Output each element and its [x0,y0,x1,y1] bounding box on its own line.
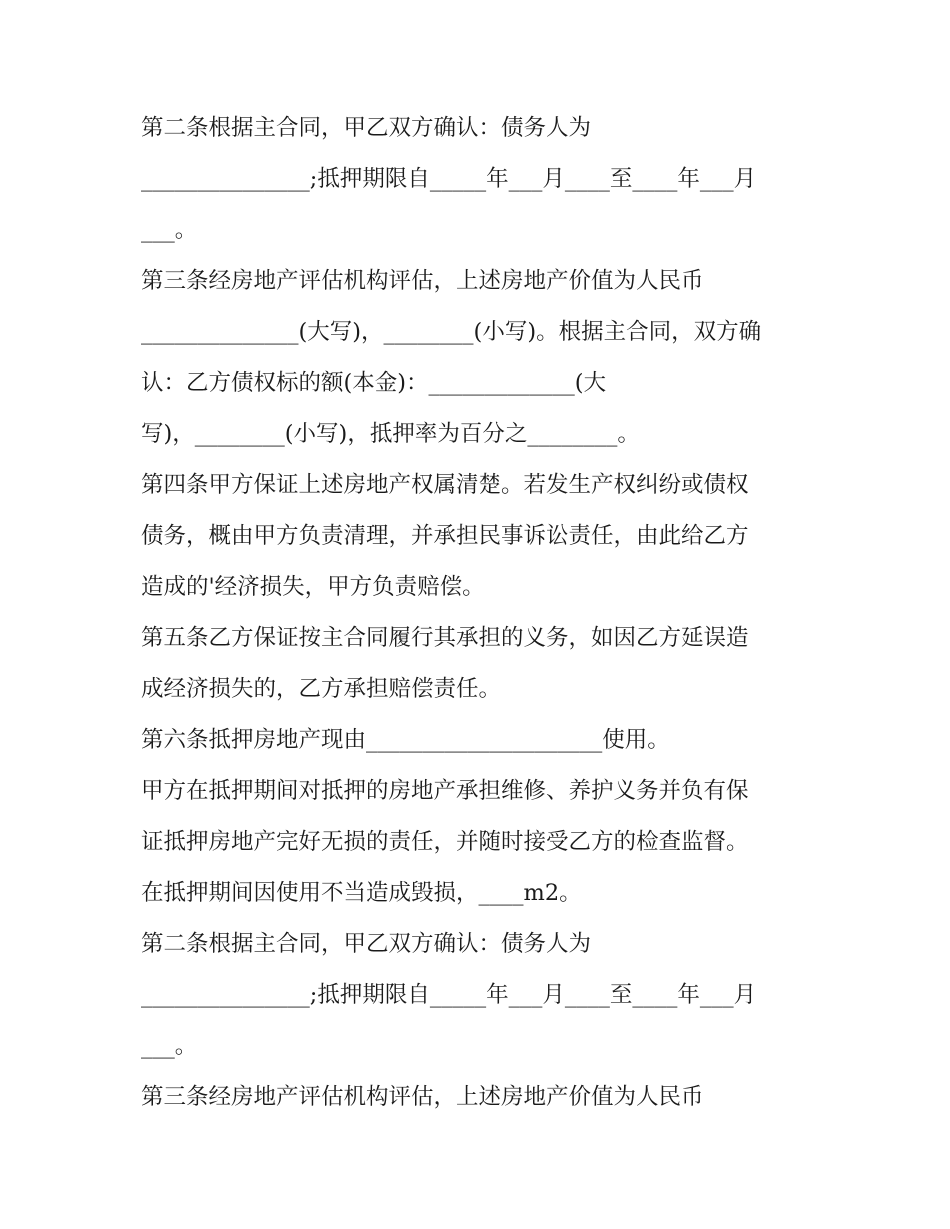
article-4-line-1: 第四条甲方保证上述房地产权属清楚。若发生产权纠纷或债权 [141,472,749,498]
article-6-line-3: 证抵押房地产完好无损的责任，并随时接受乙方的检查监督。 [141,829,749,855]
article-2-line-1: 第二条根据主合同，甲乙双方确认：债务人为 [141,115,592,141]
article-4-line-2: 债务，概由甲方负责清理，并承担民事诉讼责任，由此给乙方 [141,523,749,549]
article-6-line-2: 甲方在抵押期间对抵押的房地产承担维修、养护义务并负有保 [141,778,749,804]
article-2-line-2: _______________;抵押期限自_____年___月____至____年___月 [141,166,757,192]
article-2-repeat-line-1: 第二条根据主合同，甲乙双方确认：债务人为 [141,931,592,957]
article-3-line-3: 认：乙方债权标的额(本金)：_____________(大 [141,370,607,396]
article-3-line-4: 写)，________(小写)，抵押率为百分之________。 [141,421,640,447]
article-2-line-3: ___。 [141,217,198,243]
article-2-repeat-line-3: ___。 [141,1033,198,1059]
article-5-line-2: 成经济损失的，乙方承担赔偿责任。 [141,676,502,702]
article-3-line-2: ______________(大写)，________(小写)。根据主合同，双方确 [141,319,762,345]
article-6-line-1: 第六条抵押房地产现由_____________________使用。 [141,727,670,753]
article-6-line-4: 在抵押期间因使用不当造成毁损，____m2。 [141,880,582,906]
article-3-line-1: 第三条经房地产评估机构评估，上述房地产价值为人民币 [141,268,704,294]
article-4-line-3: 造成的'经济损失，甲方负责赔偿。 [141,574,485,600]
document-body [141,103,831,1123]
article-5-line-1: 第五条乙方保证按主合同履行其承担的义务，如因乙方延误造 [141,625,749,651]
article-3-repeat-line-1: 第三条经房地产评估机构评估，上述房地产价值为人民币 [141,1084,704,1110]
article-2-repeat-line-2: _______________;抵押期限自_____年___月____至____年___月 [141,982,757,1008]
